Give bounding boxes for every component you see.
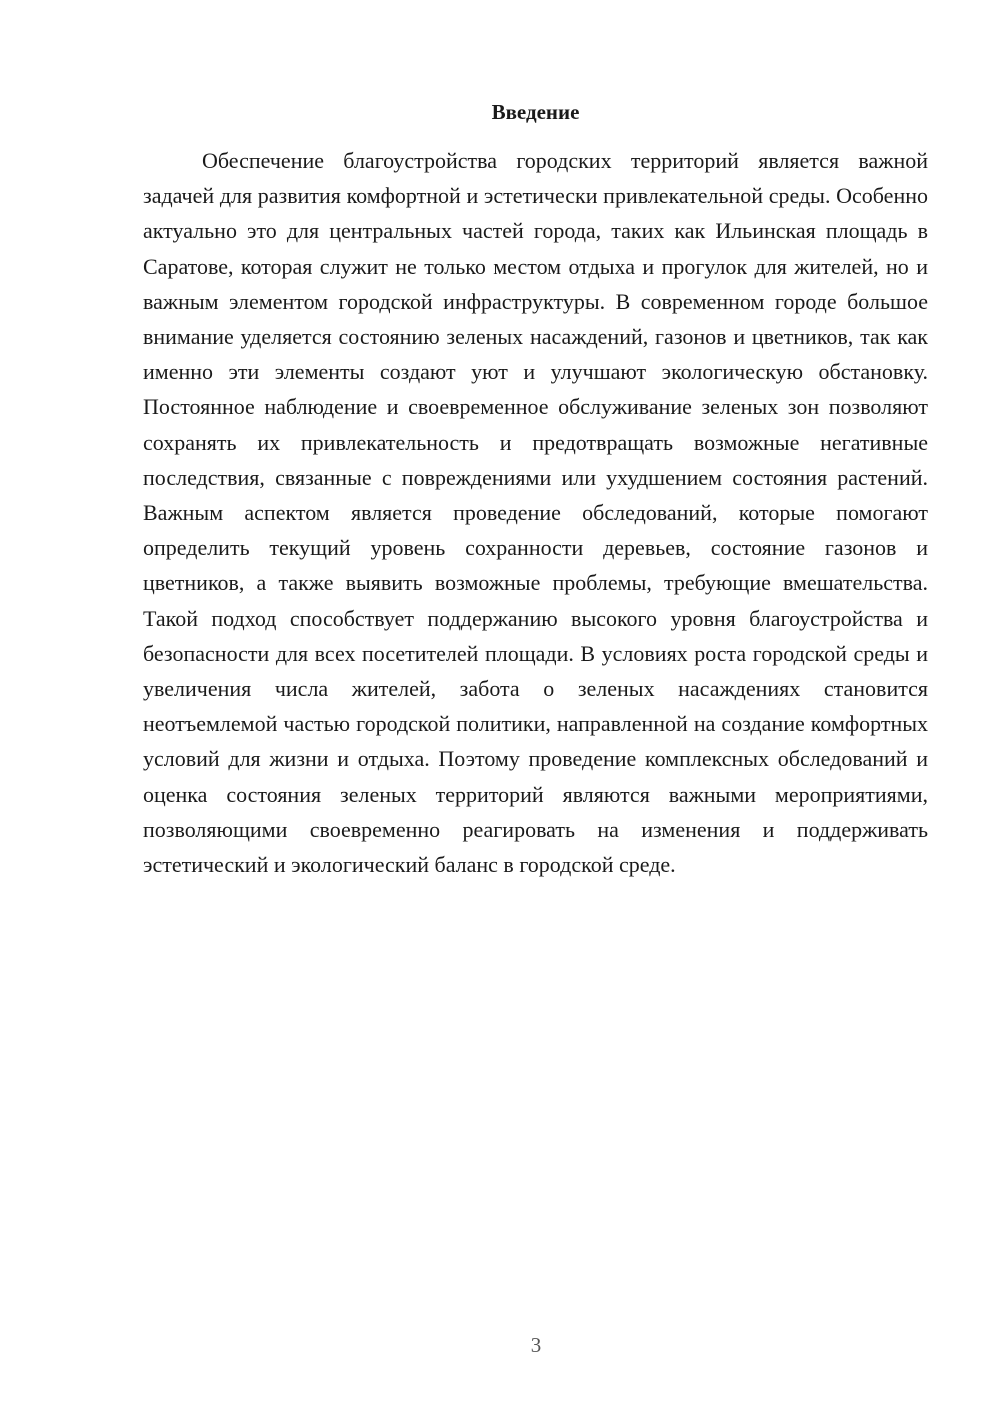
- page-number: 3: [530, 1333, 542, 1357]
- body-paragraph: Обеспечение благоустройства городских территорий является важной задачей для развития комфортной и эстетически привлекательной среды. Особенно актуально это для центральных частей города, таких как Ильинская площадь в Саратове, которая служит не только местом отдыха и прогулок для жителей, но и важным элементом городской инфраструктуры. В современном городе большое внимание уделяется состоянию зеленых насаждений, газонов и цветников, так как именно эти элементы создают уют и улучшают экологическую обстановку. Постоянное наблюдение и своевременное обслуживание зеленых зон позволяют сохранять их привлекательность и предотвращать возможные негативные последствия, связанные с повреждениями или ухудшением состояния растений. Важным аспектом является проведение обследований, которые помогают определить текущий уровень сохранности деревьев, состояние газонов и цветников, а также выявить возможные проблемы, требующие вмешательства. Такой подход способствует поддержанию высокого уровня благоустройства и безопасности для всех посетителей площади. В условиях роста городской среды и увеличения числа жителей, забота о зеленых насаждениях становится неотъемлемой частью городской политики, направленной на создание комфортных условий для жизни и отдыха. Поэтому проведение комплексных обследований и оценка состояния зеленых территорий являются важными мероприятиями, позволяющими своевременно реагировать на изменения и поддерживать эстетический и экологический баланс в городской среде.: [143, 148, 928, 878]
- section-heading: Введение: [491, 100, 580, 124]
